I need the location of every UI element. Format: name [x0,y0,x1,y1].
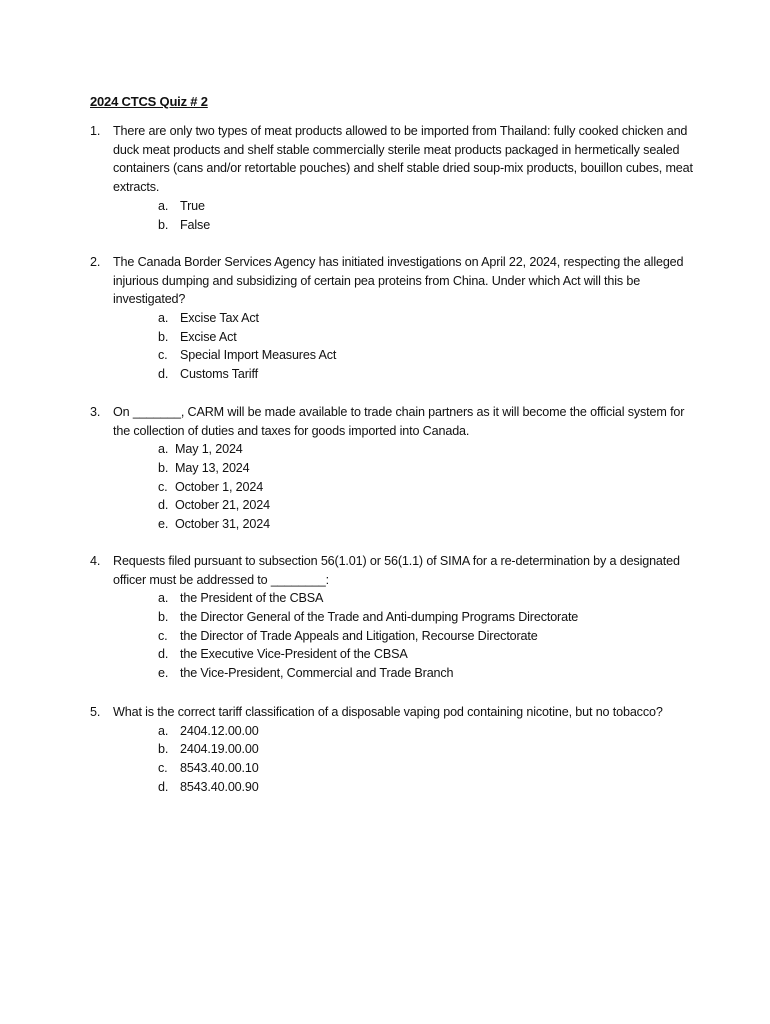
question-number: 3. [90,405,101,419]
option-text: the Director General of the Trade and Anti-dumping Programs Directorate [180,610,579,625]
option-letter: c. [158,348,168,363]
answer-option [90,589,690,608]
option-text: True [180,198,205,213]
option-letter: e. [158,517,169,532]
question-number: 4. [90,554,101,568]
question-text: The Canada Border Services Agency has initiated investigations on April 22, 2024, respecting the alleged injurious dumping and subsidizing of certain pea proteins from China. Under which Act will this be investigated? [113,255,684,307]
answer-option [90,759,690,778]
option-letter: e. [158,666,169,681]
answer-option [90,346,690,365]
option-letter: b. [158,742,169,757]
question-number: 5. [90,705,101,719]
option-letter: c. [158,479,168,494]
option-letter: c. [158,628,168,643]
answer-option [90,459,690,478]
answer-options [90,722,690,797]
answer-option [90,309,690,328]
answer-options [90,589,690,682]
option-text: the Vice-President, Commercial and Trade Branch [180,666,454,681]
answer-option [90,197,690,216]
option-letter: b. [158,610,169,625]
question-number: 1. [90,124,101,138]
option-text: May 13, 2024 [175,461,250,476]
option-letter: a. [158,198,169,213]
option-letter: a. [158,442,169,457]
answer-option [90,515,690,534]
option-text: October 31, 2024 [175,517,270,532]
question-5 [90,703,690,796]
question-2 [90,253,690,384]
option-text: Special Import Measures Act [180,348,337,363]
answer-option [90,216,690,235]
answer-option [90,722,690,741]
option-letter: d. [158,647,169,662]
option-text: Excise Act [180,329,237,344]
answer-options [90,309,690,384]
option-text: 8543.40.00.90 [180,779,259,794]
option-text: the President of the CBSA [180,591,324,606]
option-text: 2404.12.00.00 [180,723,259,738]
option-text: 2404.19.00.00 [180,742,259,757]
answer-option [90,778,690,797]
option-text: May 1, 2024 [175,442,243,457]
answer-option [90,365,690,384]
option-letter: d. [158,367,169,382]
answer-option [90,478,690,497]
option-letter: c. [158,761,168,776]
question-3 [90,403,690,534]
answer-option [90,440,690,459]
answer-option [90,645,690,664]
option-text: October 21, 2024 [175,498,270,513]
question-number: 2. [90,255,101,269]
option-letter: d. [158,779,169,794]
option-text: Excise Tax Act [180,311,259,326]
option-letter: a. [158,591,169,606]
answer-option [90,664,690,683]
answer-option [90,496,690,515]
option-text: the Executive Vice-President of the CBSA [180,647,408,662]
option-text: 8543.40.00.10 [180,761,259,776]
option-text: False [180,217,211,232]
question-text: On _______, CARM will be made available to trade chain partners as it will become the official system for the collection of duties and taxes for goods imported into Canada. [113,405,685,438]
answer-option [90,608,690,627]
option-text: Customs Tariff [180,367,258,382]
question-text: Requests filed pursuant to subsection 56(1.01) or 56(1.1) of SIMA for a re-determination by a designated officer must be addressed to ________: [113,554,680,587]
answer-options [90,197,690,234]
question-text: What is the correct tariff classification of a disposable vaping pod containing nicotine, but no tobacco? [113,705,663,719]
option-text: the Director of Trade Appeals and Litigation, Recourse Directorate [180,628,538,643]
question-text: There are only two types of meat products allowed to be imported from Thailand: fully cooked chicken and duck meat products and shelf stable commercially sterile meat products packaged in hermetically sealed containers (cans and/or retortable pouches) and shelf stable dried soup-mix products, bouillon cubes, meat extracts. [113,124,693,195]
option-text: October 1, 2024 [175,479,264,494]
option-letter: a. [158,311,169,326]
option-letter: b. [158,217,169,232]
question-1 [90,122,693,234]
option-letter: b. [158,461,169,476]
answer-option [90,328,690,347]
answer-options [90,440,690,533]
quiz-title: 2024 CTCS Quiz # 2 [90,94,208,109]
question-4 [90,552,690,683]
option-letter: a. [158,723,169,738]
option-letter: d. [158,498,169,513]
option-letter: b. [158,329,169,344]
answer-option [90,740,690,759]
answer-option [90,627,690,646]
